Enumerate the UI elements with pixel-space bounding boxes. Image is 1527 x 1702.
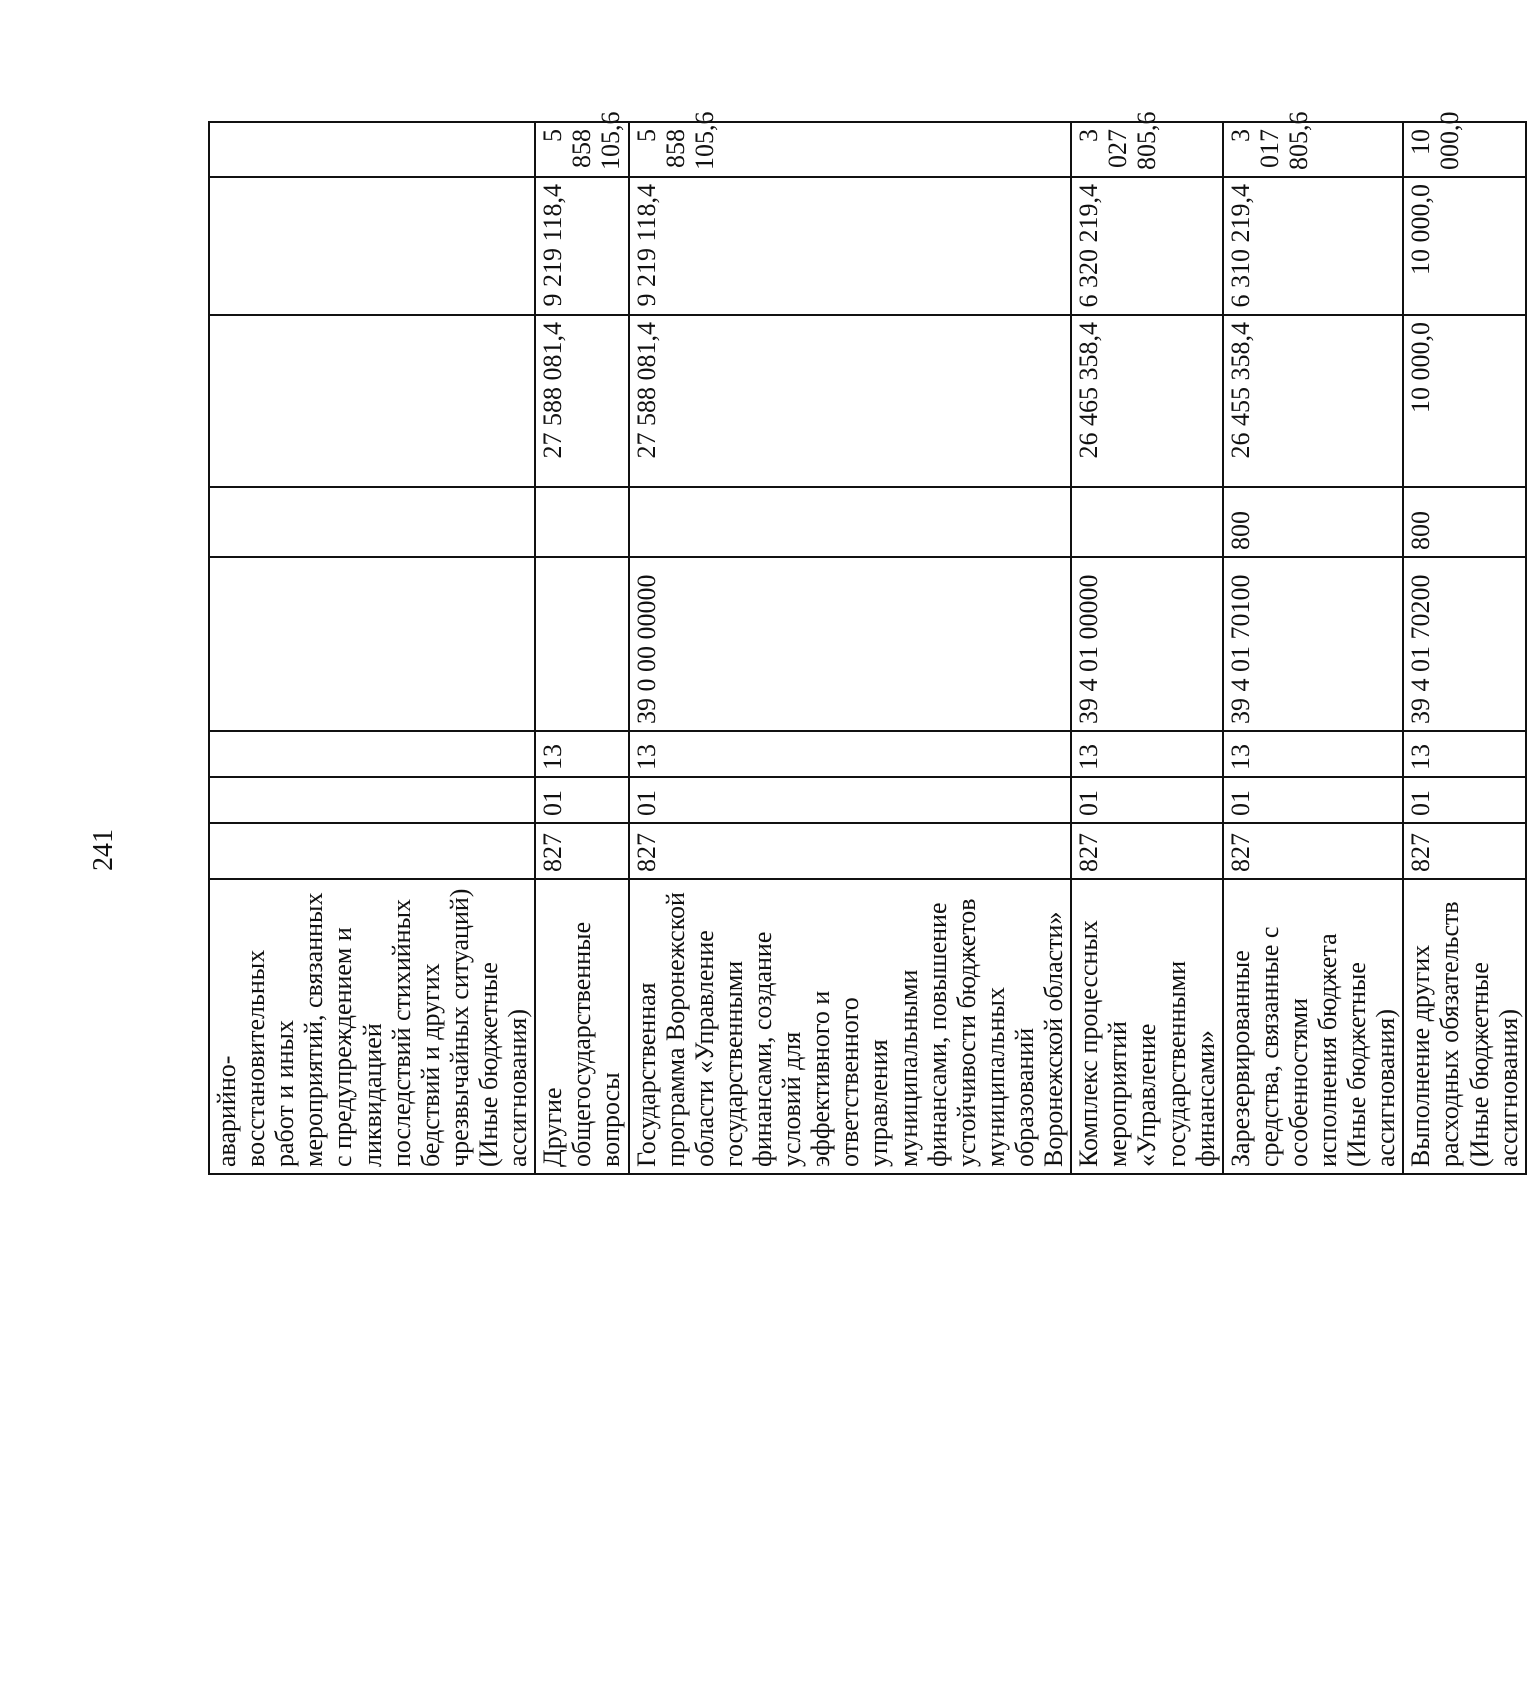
rz-cell: 01 <box>1223 777 1404 823</box>
sum-year3-cell: 3 017 805,6 <box>1223 122 1404 177</box>
sum-year2-cell: 9 219 118,4 <box>535 177 628 315</box>
sum-year1-cell: 27 588 081,4 <box>535 315 628 487</box>
sum-year2-cell: 10 000,0 <box>1403 177 1525 315</box>
sum-year3-cell: 5 858 105,6 <box>535 122 628 177</box>
pr-cell: 13 <box>535 731 628 777</box>
vr-cell <box>209 487 535 557</box>
pr-cell <box>209 731 535 777</box>
pr-cell: 13 <box>1223 731 1404 777</box>
ved-cell: 827 <box>1223 823 1404 879</box>
csr-cell: 39 0 00 00000 <box>629 557 1072 731</box>
sum-year3-cell: 3 027 805,6 <box>1071 122 1223 177</box>
row-name: Государственная программа Воронежской области «Управление государственными финансами, создание условий для эффективного и ответственного управления муниципальными финансами, повышение устойчивости бюджетов муниципальных образований Воронежской области» <box>629 879 1072 1174</box>
budget-table <box>208 111 1527 1175</box>
sum-year1-cell: 26 455 358,4 <box>1223 315 1404 487</box>
sum-year2-cell: 6 320 219,4 <box>1071 177 1223 315</box>
sum-year2-cell <box>209 177 535 315</box>
row-name: Другие общегосударственные вопросы <box>535 879 628 1174</box>
table-row <box>1071 122 1223 1174</box>
rotated-table-container <box>208 111 1523 1175</box>
table-row <box>209 122 535 1174</box>
rz-cell: 01 <box>535 777 628 823</box>
sum-year2-cell: 9 219 118,4 <box>629 177 1072 315</box>
table-row <box>1403 122 1525 1174</box>
csr-cell: 39 4 01 00000 <box>1071 557 1223 731</box>
vr-cell: 800 <box>1403 487 1525 557</box>
csr-cell: 39 4 01 70200 <box>1403 557 1525 731</box>
vr-cell: 800 <box>1223 487 1404 557</box>
table-row <box>535 122 628 1174</box>
sum-year3-cell: 5 858 105,6 <box>629 122 1072 177</box>
sum-year1-cell: 10 000,0 <box>1403 315 1525 487</box>
row-name: Зарезервированные средства, связанные с особенностями исполнения бюджета (Иные бюджетные ассигнования) <box>1223 879 1404 1174</box>
row-name: аварийно-восстановительных работ и иных мероприятий, связанных с предупреждением и ликвидацией последствий стихийных бедствий и других чрезвычайных ситуаций) (Иные бюджетные ассигнования) <box>209 879 535 1174</box>
row-name: Комплекс процессных мероприятий «Управление государственными финансами» <box>1071 879 1223 1174</box>
pr-cell: 13 <box>1071 731 1223 777</box>
page-number: 241 <box>88 829 119 871</box>
sum-year1-cell <box>209 315 535 487</box>
rz-cell: 01 <box>629 777 1072 823</box>
ved-cell: 827 <box>535 823 628 879</box>
rz-cell: 01 <box>1071 777 1223 823</box>
rz-cell <box>209 777 535 823</box>
rz-cell: 01 <box>1403 777 1525 823</box>
ved-cell: 827 <box>629 823 1072 879</box>
sum-year1-cell: 26 465 358,4 <box>1071 315 1223 487</box>
vr-cell <box>1071 487 1223 557</box>
pr-cell: 13 <box>1403 731 1525 777</box>
pr-cell: 13 <box>629 731 1072 777</box>
sum-year3-cell: 10 000,0 <box>1403 122 1525 177</box>
table-row <box>1223 122 1404 1174</box>
ved-cell: 827 <box>1071 823 1223 879</box>
ved-cell <box>209 823 535 879</box>
csr-cell: 39 4 01 70100 <box>1223 557 1404 731</box>
table-row <box>629 122 1072 1174</box>
vr-cell <box>535 487 628 557</box>
vr-cell <box>629 487 1072 557</box>
csr-cell <box>209 557 535 731</box>
csr-cell <box>535 557 628 731</box>
row-name: Выполнение других расходных обязательств (Иные бюджетные ассигнования) <box>1403 879 1525 1174</box>
ved-cell: 827 <box>1403 823 1525 879</box>
sum-year1-cell: 27 588 081,4 <box>629 315 1072 487</box>
sum-year3-cell <box>209 122 535 177</box>
sum-year2-cell: 6 310 219,4 <box>1223 177 1404 315</box>
